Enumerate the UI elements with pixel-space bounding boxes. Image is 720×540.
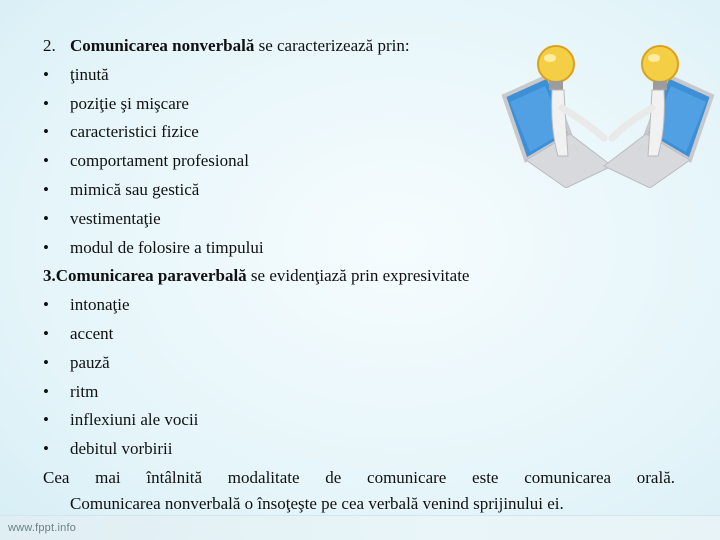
section-title-bold: Comunicarea nonverbală xyxy=(70,36,255,55)
bullet: • xyxy=(43,208,49,228)
bullet: • xyxy=(43,237,49,257)
list-item-text: caracteristici fizice xyxy=(70,122,199,142)
conclusion-line-1: Cea mai întâlnită modalitate de comunicare este comunicarea orală. xyxy=(43,467,675,487)
list-item xyxy=(43,291,675,320)
bullet: • xyxy=(43,381,49,401)
list-item xyxy=(43,378,675,407)
bullet: • xyxy=(43,122,49,142)
section-title-bold: Comunicarea paraverbală xyxy=(55,266,247,286)
list-item xyxy=(43,320,675,349)
list-item-text: inflexiuni ale vocii xyxy=(70,410,199,430)
list-item xyxy=(43,61,675,90)
bullet: • xyxy=(43,439,49,459)
list-item xyxy=(43,205,675,234)
bullet: • xyxy=(43,93,49,113)
footer-url: www.fppt.info xyxy=(8,522,77,534)
list-item-text: modul de folosire a timpului xyxy=(70,237,264,257)
bullet: • xyxy=(43,64,49,84)
list-item-text: debitul vorbirii xyxy=(70,439,173,459)
list-item-text: ritm xyxy=(70,381,99,401)
section-3-heading xyxy=(43,262,675,291)
list-item xyxy=(43,118,675,147)
bullet: • xyxy=(43,295,49,315)
list-item xyxy=(43,406,675,435)
list-item-text: pauză xyxy=(70,352,110,372)
footer-band xyxy=(0,515,720,540)
list-item xyxy=(43,349,675,378)
bullet: • xyxy=(43,323,49,343)
list-item xyxy=(43,176,675,205)
conclusion-paragraph xyxy=(43,465,675,517)
section-title-rest: se evidenţiază prin expresivitate xyxy=(246,266,470,286)
bullet: • xyxy=(43,151,49,171)
list-item-text: accent xyxy=(70,323,114,343)
section-number: 3. xyxy=(43,266,56,286)
list-item xyxy=(43,435,675,464)
list-item-text: intonaţie xyxy=(70,295,130,315)
section-2-heading xyxy=(43,32,675,61)
list-item xyxy=(43,90,675,119)
list-item-text: ţinută xyxy=(70,64,109,84)
section-title-rest: se caracterizează prin: xyxy=(254,36,410,55)
list-item-text: comportament profesional xyxy=(70,151,249,171)
bullet: • xyxy=(43,352,49,372)
bullet: • xyxy=(43,410,49,430)
list-item-text: poziţie şi mişcare xyxy=(70,93,189,113)
list-item-text: vestimentaţie xyxy=(70,208,161,228)
list-item xyxy=(43,234,675,263)
bullet: • xyxy=(43,179,49,199)
list-item xyxy=(43,147,675,176)
slide-content xyxy=(43,32,675,517)
list-item-text: mimică sau gestică xyxy=(70,179,200,199)
section-number: 2. xyxy=(43,36,56,55)
conclusion-line-2: Comunicarea nonverbală o însoţeşte pe cea verbală venind sprijinului ei. xyxy=(70,493,564,513)
